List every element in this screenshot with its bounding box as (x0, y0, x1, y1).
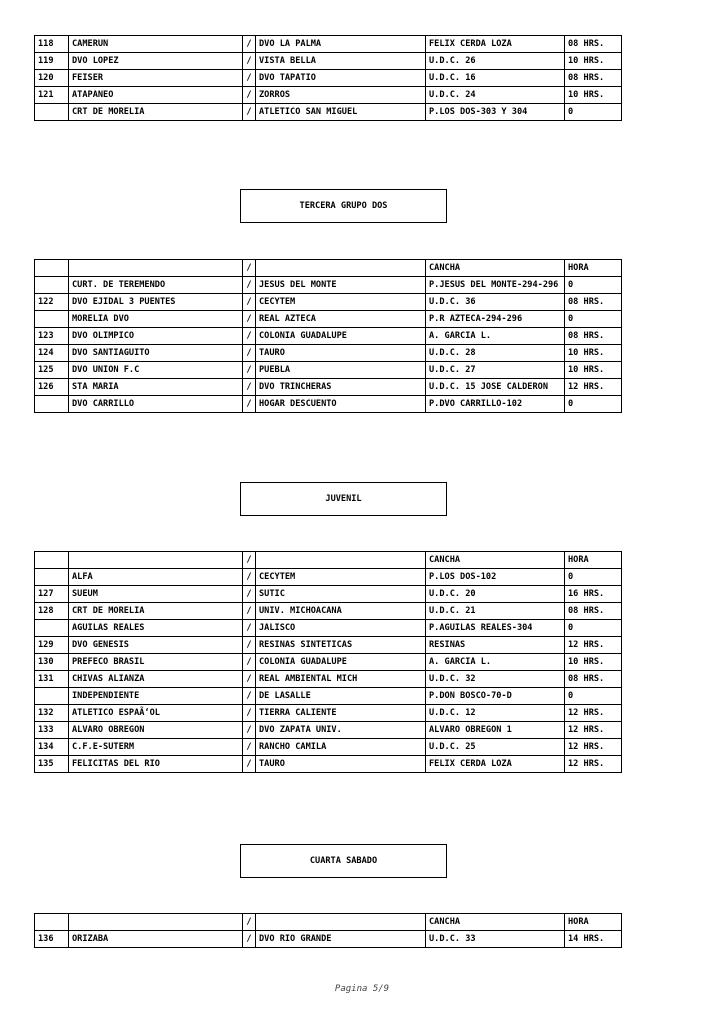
time-cell: 08 HRS. (565, 36, 622, 53)
table-row (35, 705, 622, 722)
time-cell: 08 HRS. (565, 603, 622, 620)
time-cell: 0 (565, 620, 622, 637)
time-cell: HORA (565, 552, 622, 569)
away-team-cell: DVO ZAPATA UNIV. (256, 722, 426, 739)
field-cell: P.JESUS DEL MONTE-294-296 (426, 277, 565, 294)
home-team-cell: CHIVAS ALIANZA (69, 671, 243, 688)
away-team-cell: ATLETICO SAN MIGUEL (256, 104, 426, 121)
field-cell: P.LOS DOS-303 Y 304 (426, 104, 565, 121)
field-cell: U.D.C. 26 (426, 53, 565, 70)
away-team-cell: VISTA BELLA (256, 53, 426, 70)
away-team-cell: DVO LA PALMA (256, 36, 426, 53)
away-team-cell: PUEBLA (256, 362, 426, 379)
separator-cell: / (243, 620, 256, 637)
time-cell: 14 HRS. (565, 931, 622, 948)
match-number-cell: 126 (35, 379, 69, 396)
schedule-table-cuarta-sabado (34, 913, 622, 948)
time-cell: 10 HRS. (565, 362, 622, 379)
table-row (35, 586, 622, 603)
table-row (35, 362, 622, 379)
match-number-cell: 124 (35, 345, 69, 362)
field-cell: FELIX CERDA LOZA (426, 36, 565, 53)
separator-cell: / (243, 671, 256, 688)
away-team-cell: REAL AMBIENTAL MICH (256, 671, 426, 688)
schedule-table-juvenil (34, 551, 622, 773)
field-cell: U.D.C. 20 (426, 586, 565, 603)
table-row (35, 294, 622, 311)
home-team-cell: C.F.E-SUTERM (69, 739, 243, 756)
field-cell: A. GARCIA L. (426, 328, 565, 345)
separator-cell: / (243, 705, 256, 722)
home-team-cell: CURT. DE TEREMENDO (69, 277, 243, 294)
table-row (35, 756, 622, 773)
table-header-row (35, 260, 622, 277)
time-cell: 10 HRS. (565, 345, 622, 362)
section-title-tercera-grupo-dos: TERCERA GRUPO DOS (240, 189, 447, 223)
home-team-cell: INDEPENDIENTE (69, 688, 243, 705)
match-number-cell: 128 (35, 603, 69, 620)
section-title-cuarta-sabado: CUARTA SABADO (240, 844, 447, 878)
separator-cell: / (243, 688, 256, 705)
field-cell: U.D.C. 33 (426, 931, 565, 948)
time-cell: 10 HRS. (565, 654, 622, 671)
field-cell: RESINAS (426, 637, 565, 654)
table-row (35, 87, 622, 104)
separator-cell: / (243, 756, 256, 773)
home-team-cell: DVO LOPEZ (69, 53, 243, 70)
separator-cell: / (243, 379, 256, 396)
time-cell: 0 (565, 396, 622, 413)
table-row (35, 328, 622, 345)
separator-cell: / (243, 739, 256, 756)
match-number-cell: 118 (35, 36, 69, 53)
field-cell: U.D.C. 32 (426, 671, 565, 688)
match-number-cell: 135 (35, 756, 69, 773)
time-cell: 12 HRS. (565, 705, 622, 722)
time-cell: 08 HRS. (565, 294, 622, 311)
home-team-cell: ATLETICO ESPAÃ‘OL (69, 705, 243, 722)
separator-cell: / (243, 104, 256, 121)
field-cell: P.R AZTECA-294-296 (426, 311, 565, 328)
home-team-cell: DVO UNION F.C (69, 362, 243, 379)
away-team-cell: SUTIC (256, 586, 426, 603)
time-cell: 08 HRS. (565, 671, 622, 688)
home-team-cell: CRT DE MORELIA (69, 104, 243, 121)
field-cell: U.D.C. 27 (426, 362, 565, 379)
time-cell: 0 (565, 688, 622, 705)
table-row (35, 311, 622, 328)
match-number-cell: 122 (35, 294, 69, 311)
separator-cell: / (243, 637, 256, 654)
match-number-cell (35, 569, 69, 586)
field-cell: U.D.C. 36 (426, 294, 565, 311)
field-cell: U.D.C. 24 (426, 87, 565, 104)
home-team-cell: SUEUM (69, 586, 243, 603)
section-title-juvenil: JUVENIL (240, 482, 447, 516)
home-team-cell (69, 914, 243, 931)
match-number-cell: 119 (35, 53, 69, 70)
separator-cell: / (243, 654, 256, 671)
match-number-cell (35, 277, 69, 294)
away-team-cell: COLONIA GUADALUPE (256, 328, 426, 345)
match-number-cell: 134 (35, 739, 69, 756)
home-team-cell: PREFECO BRASIL (69, 654, 243, 671)
field-cell: U.D.C. 12 (426, 705, 565, 722)
time-cell: 12 HRS. (565, 637, 622, 654)
table-row (35, 36, 622, 53)
separator-cell: / (243, 328, 256, 345)
away-team-cell: DVO TAPATIO (256, 70, 426, 87)
field-cell: P.LOS DOS-102 (426, 569, 565, 586)
away-team-cell: DE LASALLE (256, 688, 426, 705)
match-number-cell: 136 (35, 931, 69, 948)
separator-cell: / (243, 36, 256, 53)
separator-cell: / (243, 294, 256, 311)
time-cell: HORA (565, 260, 622, 277)
away-team-cell: CECYTEM (256, 294, 426, 311)
time-cell: 12 HRS. (565, 756, 622, 773)
home-team-cell: DVO CARRILLO (69, 396, 243, 413)
away-team-cell: UNIV. MICHOACANA (256, 603, 426, 620)
home-team-cell: FEISER (69, 70, 243, 87)
separator-cell: / (243, 603, 256, 620)
away-team-cell: JESUS DEL MONTE (256, 277, 426, 294)
match-number-cell (35, 260, 69, 277)
separator-cell: / (243, 914, 256, 931)
page-number: Pagina 5/9 (334, 984, 390, 994)
home-team-cell: CRT DE MORELIA (69, 603, 243, 620)
separator-cell: / (243, 722, 256, 739)
field-cell: U.D.C. 28 (426, 345, 565, 362)
table-row (35, 379, 622, 396)
match-number-cell: 133 (35, 722, 69, 739)
match-number-cell: 123 (35, 328, 69, 345)
table-row (35, 104, 622, 121)
table-row (35, 931, 622, 948)
schedule-table-1 (34, 35, 622, 121)
home-team-cell (69, 260, 243, 277)
table-row (35, 620, 622, 637)
table-row (35, 654, 622, 671)
separator-cell: / (243, 362, 256, 379)
time-cell: 16 HRS. (565, 586, 622, 603)
away-team-cell: TAURO (256, 756, 426, 773)
match-number-cell: 131 (35, 671, 69, 688)
field-cell: ALVARO OBREGON 1 (426, 722, 565, 739)
match-number-cell (35, 396, 69, 413)
table-row (35, 671, 622, 688)
time-cell: HORA (565, 914, 622, 931)
home-team-cell: FELICITAS DEL RIO (69, 756, 243, 773)
home-team-cell (69, 552, 243, 569)
table-row (35, 603, 622, 620)
table-row (35, 70, 622, 87)
away-team-cell: DVO RIO GRANDE (256, 931, 426, 948)
table-row (35, 722, 622, 739)
away-team-cell: TAURO (256, 345, 426, 362)
field-cell: CANCHA (426, 260, 565, 277)
time-cell: 12 HRS. (565, 722, 622, 739)
match-number-cell (35, 104, 69, 121)
match-number-cell (35, 311, 69, 328)
home-team-cell: ORIZABA (69, 931, 243, 948)
separator-cell: / (243, 53, 256, 70)
separator-cell: / (243, 396, 256, 413)
match-number-cell (35, 914, 69, 931)
home-team-cell: ALVARO OBREGON (69, 722, 243, 739)
time-cell: 0 (565, 277, 622, 294)
field-cell: FELIX CERDA LOZA (426, 756, 565, 773)
separator-cell: / (243, 260, 256, 277)
home-team-cell: DVO OLIMPICO (69, 328, 243, 345)
away-team-cell: DVO TRINCHERAS (256, 379, 426, 396)
away-team-cell (256, 552, 426, 569)
match-number-cell: 120 (35, 70, 69, 87)
match-number-cell (35, 552, 69, 569)
table-header-row (35, 914, 622, 931)
away-team-cell: TIERRA CALIENTE (256, 705, 426, 722)
time-cell: 12 HRS. (565, 379, 622, 396)
time-cell: 10 HRS. (565, 53, 622, 70)
away-team-cell: CECYTEM (256, 569, 426, 586)
table-row (35, 345, 622, 362)
home-team-cell: DVO EJIDAL 3 PUENTES (69, 294, 243, 311)
time-cell: 0 (565, 104, 622, 121)
time-cell: 0 (565, 311, 622, 328)
field-cell: U.D.C. 15 JOSE CALDERON (426, 379, 565, 396)
field-cell: U.D.C. 16 (426, 70, 565, 87)
field-cell: P.DVO CARRILLO-102 (426, 396, 565, 413)
away-team-cell: ZORROS (256, 87, 426, 104)
time-cell: 12 HRS. (565, 739, 622, 756)
separator-cell: / (243, 311, 256, 328)
match-number-cell: 121 (35, 87, 69, 104)
table-row (35, 569, 622, 586)
separator-cell: / (243, 87, 256, 104)
field-cell: U.D.C. 21 (426, 603, 565, 620)
home-team-cell: DVO GENESIS (69, 637, 243, 654)
schedule-table-tercera-grupo-dos (34, 259, 622, 413)
separator-cell: / (243, 569, 256, 586)
home-team-cell: ALFA (69, 569, 243, 586)
away-team-cell: JALISCO (256, 620, 426, 637)
home-team-cell: ATAPANEO (69, 87, 243, 104)
match-number-cell: 132 (35, 705, 69, 722)
time-cell: 08 HRS. (565, 70, 622, 87)
separator-cell: / (243, 345, 256, 362)
time-cell: 0 (565, 569, 622, 586)
table-header-row (35, 552, 622, 569)
away-team-cell: RESINAS SINTETICAS (256, 637, 426, 654)
home-team-cell: STA MARIA (69, 379, 243, 396)
match-number-cell: 127 (35, 586, 69, 603)
field-cell: CANCHA (426, 552, 565, 569)
away-team-cell: REAL AZTECA (256, 311, 426, 328)
field-cell: P.AGUILAS REALES-304 (426, 620, 565, 637)
away-team-cell (256, 914, 426, 931)
match-number-cell: 125 (35, 362, 69, 379)
field-cell: P.DON BOSCO-70-D (426, 688, 565, 705)
table-row (35, 53, 622, 70)
separator-cell: / (243, 586, 256, 603)
match-number-cell (35, 620, 69, 637)
home-team-cell: CAMERUN (69, 36, 243, 53)
home-team-cell: AGUILAS REALES (69, 620, 243, 637)
home-team-cell: DVO SANTIAGUITO (69, 345, 243, 362)
match-number-cell (35, 688, 69, 705)
away-team-cell: COLONIA GUADALUPE (256, 654, 426, 671)
field-cell: U.D.C. 25 (426, 739, 565, 756)
away-team-cell: RANCHO CAMILA (256, 739, 426, 756)
table-row (35, 688, 622, 705)
table-row (35, 739, 622, 756)
home-team-cell: MORELIA DVO (69, 311, 243, 328)
table-row (35, 637, 622, 654)
separator-cell: / (243, 277, 256, 294)
away-team-cell (256, 260, 426, 277)
match-number-cell: 130 (35, 654, 69, 671)
match-number-cell: 129 (35, 637, 69, 654)
field-cell: A. GARCIA L. (426, 654, 565, 671)
table-row (35, 277, 622, 294)
separator-cell: / (243, 70, 256, 87)
field-cell: CANCHA (426, 914, 565, 931)
time-cell: 10 HRS. (565, 87, 622, 104)
separator-cell: / (243, 931, 256, 948)
separator-cell: / (243, 552, 256, 569)
away-team-cell: HOGAR DESCUENTO (256, 396, 426, 413)
table-row (35, 396, 622, 413)
time-cell: 08 HRS. (565, 328, 622, 345)
